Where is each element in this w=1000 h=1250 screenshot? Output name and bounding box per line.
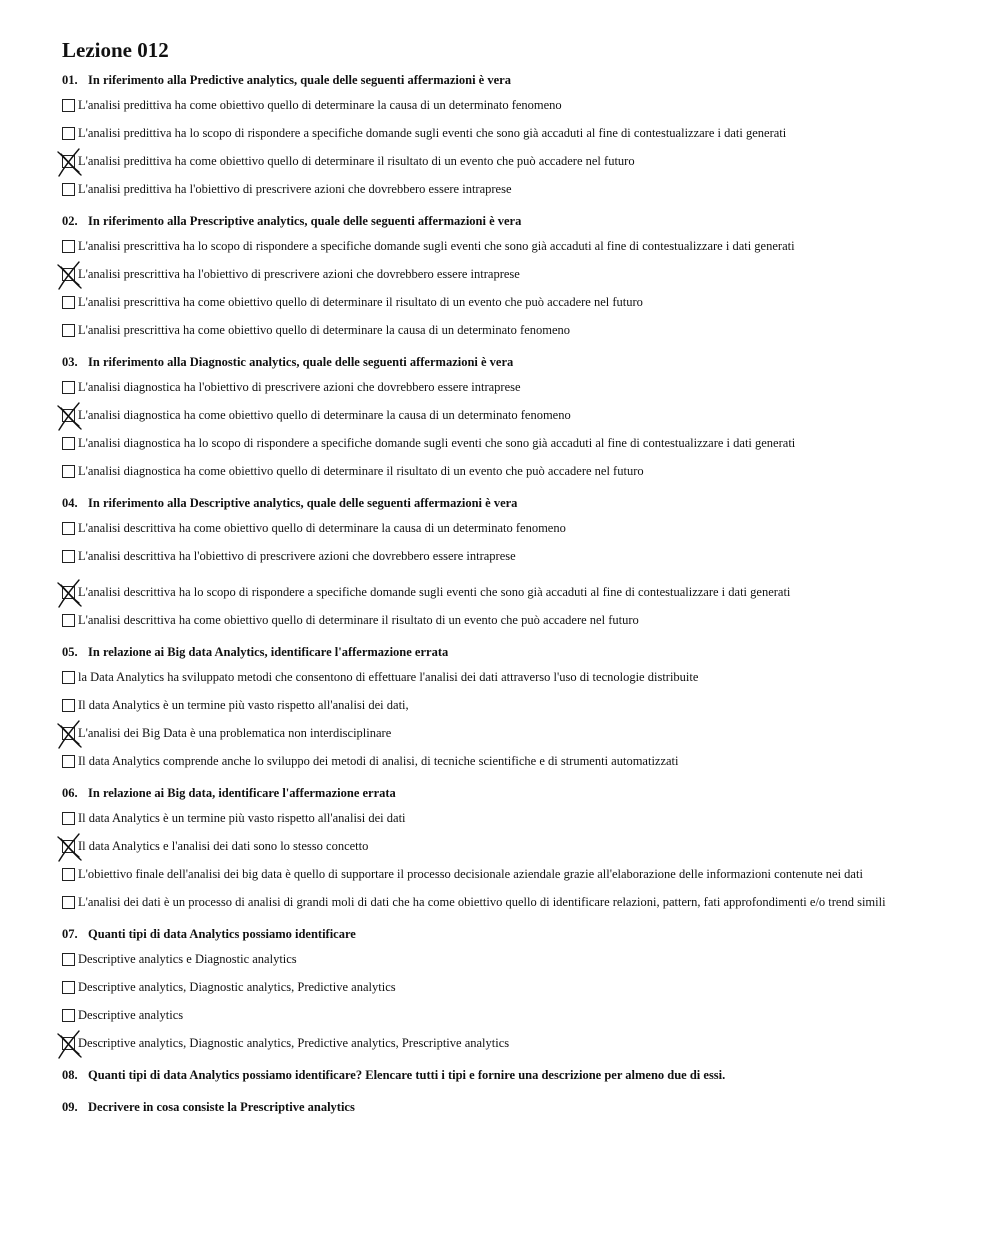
question-04 (62, 495, 962, 631)
answer-option[interactable] (62, 666, 962, 688)
question-text: Decrivere in cosa consiste la Prescriptive analytics (88, 1100, 355, 1114)
document-page (62, 38, 962, 1131)
handwritten-cross-icon (55, 833, 85, 863)
answer-option[interactable] (62, 835, 962, 857)
option-text: L'analisi dei dati è un processo di analisi di grandi moli di dati che ha come obiettivo quello di identificare relazioni, pattern, fati approfondimenti e/o trend simili (78, 895, 886, 909)
page-title: Lezione 012 (62, 38, 169, 62)
question-number: 06. (62, 786, 78, 800)
answer-option[interactable] (62, 432, 962, 454)
question-heading (62, 1099, 962, 1115)
handwritten-cross-icon (55, 261, 85, 291)
question-text: In riferimento alla Prescriptive analytics, quale delle seguenti affermazioni è vera (88, 214, 522, 228)
question-05 (62, 644, 962, 772)
answer-option[interactable] (62, 976, 962, 998)
answer-option[interactable] (62, 460, 962, 482)
question-heading (62, 644, 962, 660)
checkbox[interactable] (62, 381, 75, 394)
checkbox-checked[interactable] (62, 409, 75, 422)
option-text: L'analisi descrittiva ha come obiettivo quello di determinare il risultato di un evento che può accadere nel futuro (78, 613, 639, 627)
checkbox[interactable] (62, 296, 75, 309)
question-heading (62, 213, 962, 229)
option-text: L'analisi diagnostica ha come obiettivo quello di determinare il risultato di un evento che può accadere nel futuro (78, 464, 644, 478)
checkbox[interactable] (62, 183, 75, 196)
question-number: 02. (62, 214, 78, 228)
checkbox[interactable] (62, 614, 75, 627)
question-heading (62, 926, 962, 942)
question-number: 01. (62, 73, 78, 87)
question-text: In riferimento alla Diagnostic analytics, quale delle seguenti affermazioni è vera (88, 355, 514, 369)
answer-option[interactable] (62, 581, 962, 603)
checkbox[interactable] (62, 465, 75, 478)
answer-option[interactable] (62, 609, 962, 631)
option-text: L'analisi predittiva ha come obiettivo quello di determinare il risultato di un evento che può accadere nel futuro (78, 154, 635, 168)
answer-option[interactable] (62, 948, 962, 970)
question-number: 03. (62, 355, 78, 369)
answer-option[interactable] (62, 750, 962, 772)
question-text: Quanti tipi di data Analytics possiamo identificare? Elencare tutti i tipi e fornire una descrizione per almeno due di essi. (88, 1068, 726, 1082)
answer-option[interactable] (62, 150, 962, 172)
question-heading (62, 785, 962, 801)
question-number: 07. (62, 927, 78, 941)
option-text: L'analisi prescrittiva ha come obiettivo quello di determinare il risultato di un evento che può accadere nel futuro (78, 295, 643, 309)
handwritten-cross-icon (55, 720, 85, 750)
checkbox-checked[interactable] (62, 155, 75, 168)
checkbox[interactable] (62, 953, 75, 966)
option-text: Il data Analytics è un termine più vasto rispetto all'analisi dei dati (78, 811, 406, 825)
answer-option[interactable] (62, 178, 962, 200)
option-text: L'analisi diagnostica ha l'obiettivo di prescrivere azioni che dovrebbero essere intraprese (78, 380, 521, 394)
option-text: Descriptive analytics, Diagnostic analytics, Predictive analytics, Prescriptive analytics (78, 1036, 510, 1050)
question-03 (62, 354, 962, 482)
checkbox[interactable] (62, 324, 75, 337)
question-text: Quanti tipi di data Analytics possiamo identificare (88, 927, 356, 941)
checkbox[interactable] (62, 981, 75, 994)
option-text: Descriptive analytics, Diagnostic analytics, Predictive analytics (78, 980, 396, 994)
question-text: In relazione ai Big data Analytics, identificare l'affermazione errata (88, 645, 449, 659)
question-heading (62, 495, 962, 511)
question-07 (62, 926, 962, 1054)
question-text: In riferimento alla Descriptive analytics, quale delle seguenti affermazioni è vera (88, 496, 518, 510)
question-list (62, 72, 962, 1115)
option-text: Il data Analytics e l'analisi dei dati sono lo stesso concetto (78, 839, 369, 853)
option-text: L'analisi diagnostica ha lo scopo di rispondere a specifiche domande sugli eventi che sono già accaduti al fine di contestualizzare i dati generati (78, 436, 796, 450)
option-text: L'analisi prescrittiva ha lo scopo di rispondere a specifiche domande sugli eventi che sono già accaduti al fine di contestualizzare i dati generati (78, 239, 795, 253)
answer-option[interactable] (62, 263, 962, 285)
checkbox-checked[interactable] (62, 1037, 75, 1050)
option-text: L'analisi prescrittiva ha l'obiettivo di prescrivere azioni che dovrebbero essere intraprese (78, 267, 520, 281)
answer-option[interactable] (62, 235, 962, 257)
handwritten-cross-icon (55, 579, 85, 609)
question-number: 09. (62, 1100, 78, 1114)
option-text: L'analisi diagnostica ha come obiettivo quello di determinare la causa di un determinato fenomeno (78, 408, 571, 422)
answer-option[interactable] (62, 1032, 962, 1054)
checkbox[interactable] (62, 550, 75, 563)
handwritten-cross-icon (55, 148, 85, 178)
question-heading (62, 72, 962, 88)
answer-option[interactable] (62, 722, 962, 744)
question-02 (62, 213, 962, 341)
checkbox[interactable] (62, 812, 75, 825)
checkbox[interactable] (62, 240, 75, 253)
question-01 (62, 72, 962, 200)
question-09 (62, 1099, 962, 1115)
option-text: L'analisi predittiva ha lo scopo di rispondere a specifiche domande sugli eventi che sono già accaduti al fine di contestualizzare i dati generati (78, 126, 787, 140)
option-text: Descriptive analytics e Diagnostic analytics (78, 952, 297, 966)
checkbox[interactable] (62, 755, 75, 768)
answer-option[interactable] (62, 694, 962, 716)
handwritten-cross-icon (55, 402, 85, 432)
option-text: L'obiettivo finale dell'analisi dei big data è quello di supportare il processo decisionale aziendale grazie all'elaborazione delle informazioni contenute nei dati (78, 867, 863, 881)
answer-option[interactable] (62, 1004, 962, 1026)
checkbox[interactable] (62, 868, 75, 881)
question-text: In riferimento alla Predictive analytics, quale delle seguenti affermazioni è vera (88, 73, 511, 87)
answer-option[interactable] (62, 122, 962, 144)
answer-option[interactable] (62, 376, 962, 398)
answer-option[interactable] (62, 404, 962, 426)
checkbox[interactable] (62, 127, 75, 140)
checkbox[interactable] (62, 522, 75, 535)
question-number: 04. (62, 496, 78, 510)
checkbox[interactable] (62, 671, 75, 684)
answer-option[interactable] (62, 545, 962, 567)
question-heading (62, 1067, 962, 1083)
question-text: In relazione ai Big data, identificare l'affermazione errata (88, 786, 396, 800)
option-text: L'analisi predittiva ha l'obiettivo di prescrivere azioni che dovrebbero essere intraprese (78, 182, 512, 196)
question-06 (62, 785, 962, 913)
option-text: la Data Analytics ha sviluppato metodi che consentono di effettuare l'analisi dei dati attraverso l'uso di tecnologie distribuite (78, 670, 699, 684)
answer-option[interactable] (62, 319, 962, 341)
checkbox[interactable] (62, 99, 75, 112)
question-heading (62, 354, 962, 370)
answer-option[interactable] (62, 807, 962, 829)
answer-option[interactable] (62, 891, 962, 913)
checkbox-checked[interactable] (62, 840, 75, 853)
checkbox[interactable] (62, 1009, 75, 1022)
checkbox-checked[interactable] (62, 268, 75, 281)
answer-option[interactable] (62, 863, 962, 885)
handwritten-cross-icon (55, 1030, 85, 1060)
checkbox[interactable] (62, 437, 75, 450)
answer-option[interactable] (62, 517, 962, 539)
checkbox-checked[interactable] (62, 727, 75, 740)
answer-option[interactable] (62, 291, 962, 313)
checkbox-checked[interactable] (62, 586, 75, 599)
option-text: L'analisi prescrittiva ha come obiettivo quello di determinare la causa di un determinato fenomeno (78, 323, 571, 337)
option-text: Il data Analytics è un termine più vasto rispetto all'analisi dei dati, (78, 698, 409, 712)
option-text: L'analisi dei Big Data è una problematica non interdisciplinare (78, 726, 392, 740)
option-text: L'analisi predittiva ha come obiettivo quello di determinare la causa di un determinato fenomeno (78, 98, 562, 112)
option-text: Il data Analytics comprende anche lo sviluppo dei metodi di analisi, di tecniche scientifiche e di strumenti automatizzati (78, 754, 679, 768)
option-text: Descriptive analytics (78, 1008, 184, 1022)
option-text: L'analisi descrittiva ha come obiettivo quello di determinare la causa di un determinato fenomeno (78, 521, 566, 535)
option-text: L'analisi descrittiva ha lo scopo di rispondere a specifiche domande sugli eventi che sono già accaduti al fine di contestualizzare i dati generati (78, 585, 791, 599)
question-number: 05. (62, 645, 78, 659)
answer-option[interactable] (62, 94, 962, 116)
question-08 (62, 1067, 962, 1083)
option-text: L'analisi descrittiva ha l'obiettivo di prescrivere azioni che dovrebbero essere intraprese (78, 549, 516, 563)
question-number: 08. (62, 1068, 78, 1082)
checkbox[interactable] (62, 699, 75, 712)
checkbox[interactable] (62, 896, 75, 909)
